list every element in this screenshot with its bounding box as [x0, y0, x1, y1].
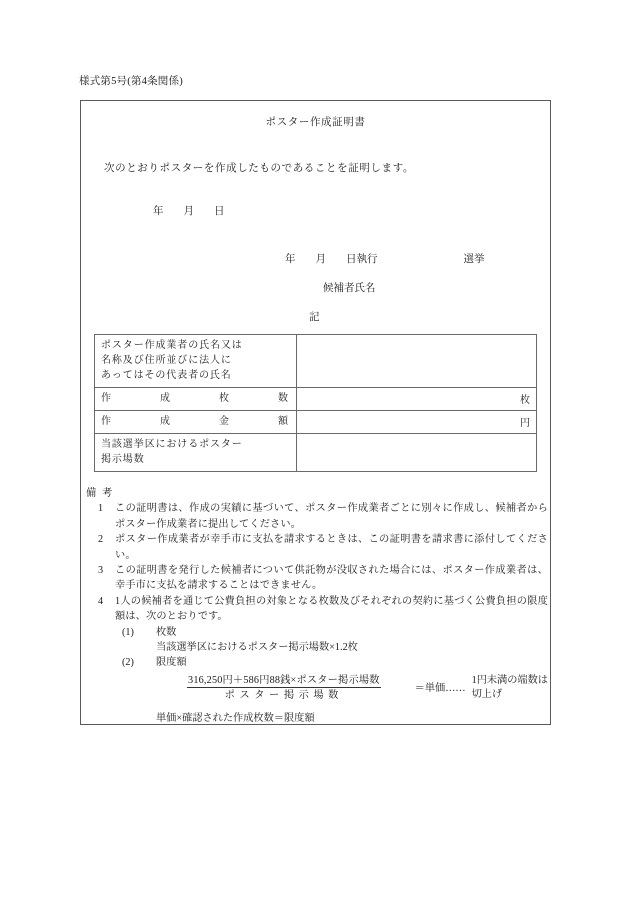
label-char: 金 — [219, 416, 229, 427]
remark-note-4 — [98, 594, 548, 625]
table-row — [95, 388, 537, 411]
execution-date-line — [285, 251, 530, 266]
formula-denominator: ポスター掲示場数 — [224, 690, 343, 702]
label-line: 当該選挙区におけるポスター — [101, 439, 243, 450]
row-label-poster-boards — [95, 434, 297, 472]
sub-item-title: 枚数 — [156, 626, 177, 638]
remark-note-3 — [98, 563, 548, 594]
certificate-data-table — [94, 334, 537, 472]
row-value-quantity[interactable] — [297, 388, 537, 411]
execution-day: 日執行 — [346, 254, 378, 265]
execution-year: 年 — [285, 254, 296, 265]
sub-item-number: (2) — [122, 657, 134, 669]
table-row — [95, 411, 537, 434]
label-char: 成 — [160, 416, 170, 427]
note-text: ポスター作成業者が幸手市に支払を請求するときは、この証明書を請求書に添付してください。 — [115, 534, 548, 561]
formula-fraction — [156, 673, 412, 704]
label-char: 成 — [160, 393, 170, 404]
sub-item-number: (1) — [122, 626, 134, 638]
election-label: 選挙 — [463, 254, 485, 265]
issue-date-line — [153, 203, 225, 218]
formula-rounding-note — [472, 674, 548, 702]
row-label-quantity — [95, 388, 297, 411]
issue-date-month: 月 — [183, 206, 194, 217]
note-number: 3 — [98, 565, 104, 577]
note-number: 1 — [98, 503, 104, 515]
rounding-line-1: 1円未満の端数は — [471, 675, 548, 687]
remarks-section — [86, 486, 548, 726]
row-value-poster-boards[interactable] — [297, 434, 537, 472]
table-row — [95, 434, 537, 472]
quantity-unit: 枚 — [520, 395, 530, 406]
certificate-frame — [80, 100, 551, 725]
table-row — [95, 335, 537, 388]
label-char: 作 — [101, 416, 111, 427]
note-number: 2 — [98, 534, 104, 546]
execution-month: 月 — [315, 254, 326, 265]
label-char: 作 — [101, 393, 111, 404]
sub-item-title: 限度額 — [156, 657, 187, 669]
remarks-heading: 備考 — [86, 488, 119, 499]
label-line: あってはその代表者の氏名 — [101, 370, 232, 381]
label-char: 額 — [278, 416, 288, 427]
formula-final-line: 単価×確認された作成枚数＝限度額 — [156, 712, 315, 724]
label-char: 数 — [278, 393, 288, 404]
label-line: 掲示場数 — [101, 454, 145, 465]
label-line: 名称及び住所並びに法人に — [101, 355, 232, 366]
amount-unit: 円 — [520, 418, 530, 429]
candidate-name-label: 候補者氏名 — [323, 283, 376, 294]
note-text: 1人の候補者を通じて公費負担の対象となる枚数及びそれぞれの契約に基づく公費負担の限度額は、次のとおりです。 — [115, 595, 548, 623]
row-label-producer-name — [95, 335, 297, 388]
formula-numerator: 316,250円＋586円88銭×ポスター掲示場数 — [188, 674, 380, 686]
ki-mark: 記 — [309, 312, 320, 323]
rounding-line-2: 切上げ — [471, 689, 503, 701]
sub-item-1-detail: 当該選挙区におけるポスター掲示場数×1.2枚 — [156, 642, 358, 654]
lead-sentence: 次のとおりポスターを作成したものであることを証明します。 — [104, 163, 414, 174]
issue-date-day: 日 — [214, 206, 225, 217]
row-value-amount[interactable] — [297, 411, 537, 434]
sub-item-1 — [122, 625, 548, 640]
remark-note-2 — [98, 532, 548, 563]
note-text: この証明書は、作成の実績に基づいて、ポスター作成業者ごとに別々に作成し、候補者からポスター作成業者に提出してください。 — [115, 503, 548, 530]
label-char: 枚 — [219, 393, 229, 404]
note-text: この証明書を発行した候補者について供託物が没収された場合には、ポスター作成業者は、幸手市に支払を請求することはできません。 — [115, 565, 548, 592]
sub-item-2 — [122, 655, 548, 670]
form-number-label: 様式第5号(第4条関係) — [79, 76, 183, 87]
remark-note-1 — [98, 501, 548, 532]
row-value-producer-name[interactable] — [297, 335, 537, 388]
page-title: ポスター作成証明書 — [265, 117, 366, 128]
issue-date-year: 年 — [153, 206, 164, 217]
limit-amount-formula — [156, 673, 548, 704]
row-label-amount — [95, 411, 297, 434]
formula-equals-unit-price: ＝単価…… — [414, 682, 466, 694]
label-line: ポスター作成業者の氏名又は — [101, 340, 243, 351]
note-number: 4 — [98, 595, 104, 607]
